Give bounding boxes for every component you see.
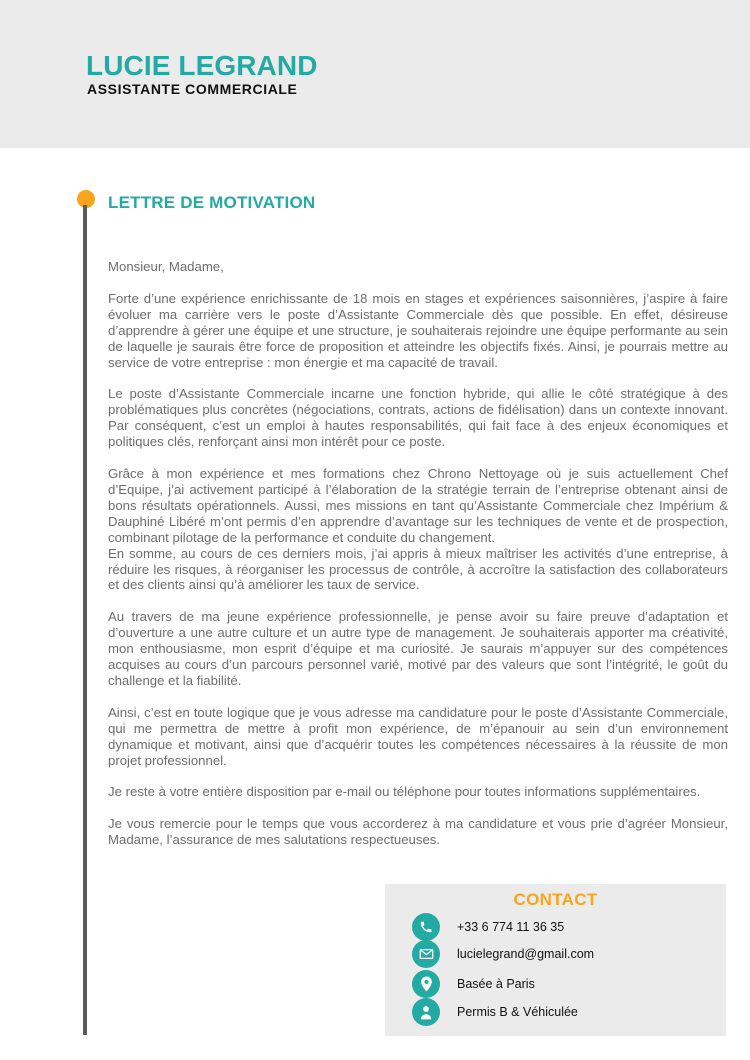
contact-location-item: [412, 970, 702, 998]
letter-paragraph-7: Je reste à votre entière disposition par e-mail ou téléphone pour toutes informations supplémentaires.: [108, 784, 701, 800]
letter-paragraph-8: Je vous remercie pour le temps que vous accorderez à ma candidature et vous prie d’agréer Monsieur, Madame, l’assurance de mes salutations respectueuses.: [108, 816, 728, 848]
letter-salutation: Monsieur, Madame,: [108, 259, 224, 274]
candidate-role: ASSISTANTE COMMERCIALE: [87, 81, 298, 97]
letter-section-title: LETTRE DE MOTIVATION: [108, 193, 316, 212]
letter-paragraph-1: Forte d’une expérience enrichissante de 18 mois en stages et expériences saisonnières, j’aspire à faire évoluer ma carrière vers le poste d’Assistante Commerciale dès que possible. En effet, désireuse d’apprendre à gérer une équipe et une structure, je souhaiterais rejoindre une équipe performante au sein de laquelle je saurais être force de proposition et atteindre les objectifs fixés. Ainsi, je pourrais mettre au service de votre entreprise : mon énergie et ma capacité de travail.: [108, 290, 728, 370]
location-pin-icon: [412, 970, 440, 998]
timeline-line: [83, 205, 87, 1035]
contact-title: CONTACT: [513, 890, 598, 909]
cover-letter-body: [108, 259, 728, 864]
phone-icon: [412, 913, 440, 941]
candidate-name: LUCIE LEGRAND: [86, 50, 318, 81]
contact-email-item: [412, 940, 702, 968]
contact-email-text: lucielegrand@gmail.com: [457, 947, 595, 961]
contact-location-text: Basée à Paris: [457, 977, 535, 991]
contact-license-item: [412, 998, 702, 1026]
contact-box: [385, 884, 726, 1036]
contact-phone-text: +33 6 774 11 36 35: [457, 920, 565, 934]
letter-paragraph-2: Le poste d’Assistante Commerciale incarne une fonction hybride, qui allie le côté stratégique à des problématiques plus concrètes (négociations, contrats, actions de fidélisation) dans un contexte innovant. Par conséquent, c’est un emploi à hautes responsabilités, qui fait face à des enjeux économiques et politiques clés, renforçant ainsi mon intérêt pour ce poste.: [108, 386, 728, 450]
letter-paragraph-4: En somme, au cours de ces derniers mois, j’ai appris à mieux maîtriser les activités d’une entreprise, à réduire les risques, à réorganiser les processus de contrôle, à accroître la satisfaction des collaborateurs et des clients ainsi qu’à améliorer les taux de service.: [108, 545, 728, 593]
contact-phone-item: [412, 913, 702, 941]
letter-paragraph-3: Grâce à mon expérience et mes formations chez Chrono Nettoyage où je suis actuellement Chef d’Equipe, j’ai activement participé à l’élaboration de la stratégie terrain de l’entreprise obtenant ainsi de bons résultats opérationnels. Aussi, mes missions en tant qu’Assistante Commerciale chez Impérium & Dauphiné Libéré m’ont permis d’en apprendre d’avantage sur les techniques de vente et de prospection, combinant pilotage de la performance et conduite du changement.: [108, 466, 728, 545]
letter-paragraph-5: Au travers de ma jeune expérience professionnelle, je pense avoir su faire preuve d’adaptation et d’ouverture a une autre culture et un autre type de management. Je souhaiterais apporter ma créativité, mon enthousiasme, mon esprit d’équipe et ma curiosité. Je saurais m’appuyer sur des compétences acquises au cours d’un parcours personnel varié, motivé par des valeurs que sont l’intégrité, le goût du challenge et la fiabilité.: [108, 609, 728, 688]
user-icon: [412, 998, 440, 1026]
letter-paragraph-6: Ainsi, c’est en toute logique que je vous adresse ma candidature pour le poste d’Assistante Commerciale, qui me permettra de mettre à profit mon expérience, de m’épanouir au sein d’un environnement dynamique et motivant, ainsi que d’acquérir toutes les compétences nécessaires à la réussite de mon projet professionnel.: [108, 704, 728, 768]
email-icon: [412, 940, 440, 968]
contact-license-text: Permis B & Véhiculée: [457, 1005, 578, 1019]
